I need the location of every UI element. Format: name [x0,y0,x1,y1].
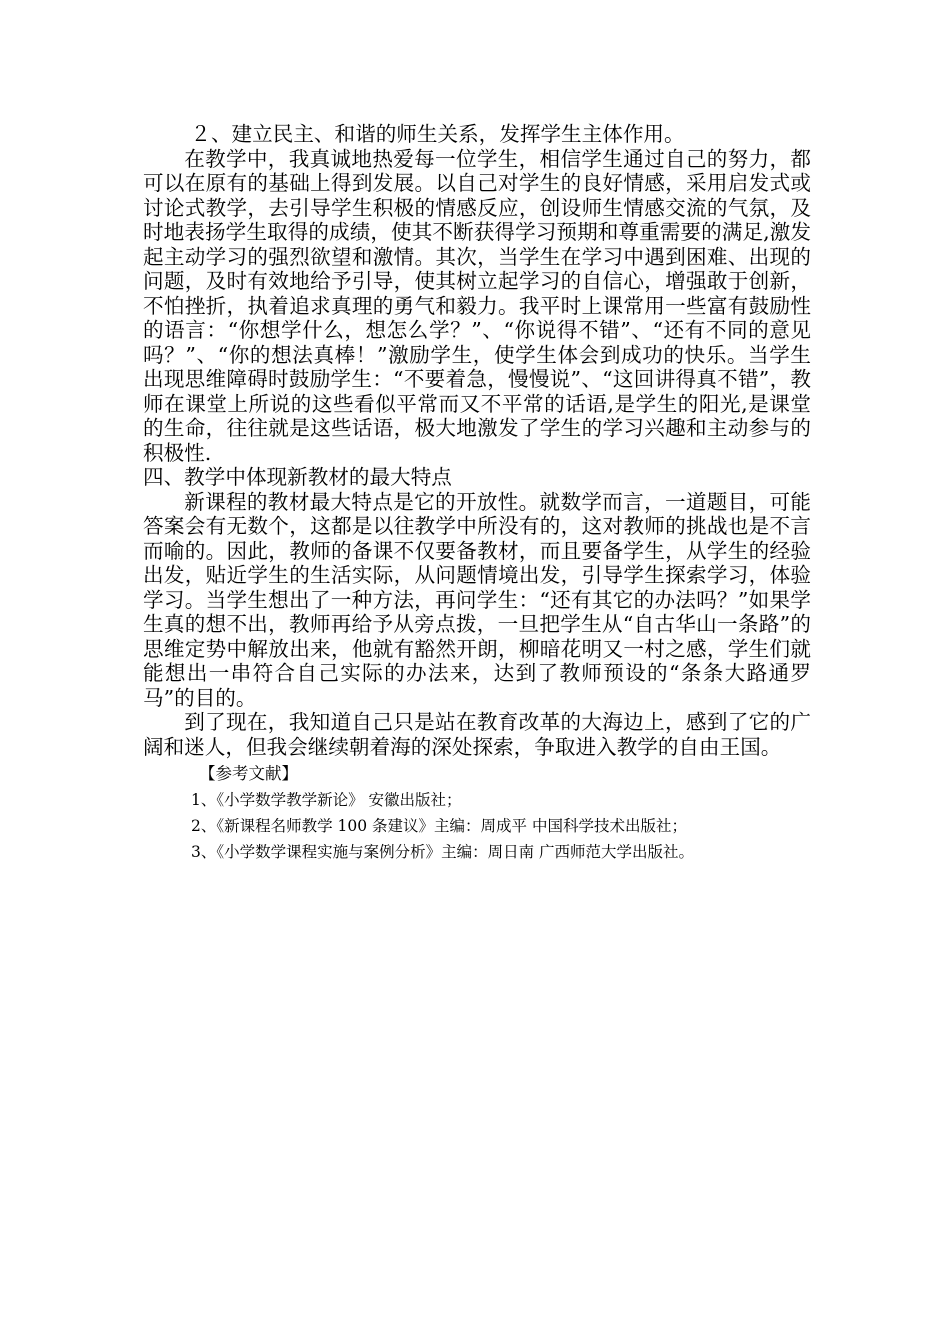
paragraph-new-textbook: 新课程的教材最大特点是它的开放性。就数学而言，一道题目，可能答案会有无数个，这都是以往教学中所没有的，这对教师的挑战也是不言而喻的。因此，教师的备课不仅要备教材，而且要备学生，从学生的经验出发，贴近学生的生活实际，从问题情境出发，引导学生探索学习，体验学习。当学生想出了一种方法，再问学生：“还有其它的办法吗？”如果学生真的想不出，教师再给予从旁点拨，一旦把学生从“自古华山一条路”的思维定势中解放出来，他就有豁然开朗，柳暗花明又一村之感，学生们就能想出一串符合自己实际的办法来，达到了教师预设的“条条大路通罗马”的目的。 [143,489,811,710]
reference-item: 3、《小学数学课程实施与案例分析》主编：周日南 广西师范大学出版社。 [191,843,695,861]
references-section [143,761,811,865]
references-list [143,787,811,865]
document-page [143,122,811,865]
paragraph-teacher-student-relationship: 在教学中，我真诚地热爱每一位学生，相信学生通过自己的努力，都可以在原有的基础上得到发展。以自己对学生的良好情感，采用启发式或讨论式教学，去引导学生积极的情感反应，创设师生情感交流的气氛，及时地表扬学生取得的成绩，使其不断获得学习预期和尊重需要的满足,激发起主动学习的强烈欲望和激情。其次，当学生在学习中遇到困难、出现的问题，及时有效地给予引导，使其树立起学习的自信心，增强敢于创新，不怕挫折，执着追求真理的勇气和毅力。我平时上课常用一些富有鼓励性的语言：“你想学什么，想怎么学？”、“你说得不错”、“还有不同的意见吗？”、“你的想法真棒！”激励学生，使学生体会到成功的快乐。当学生出现思维障碍时鼓励学生：“不要着急，慢慢说”、“这回讲得真不错”，教师在课堂上所说的这些看似平常而又不平常的话语,是学生的阳光,是课堂的生命，往往就是这些话语，极大地激发了学生的学习兴趣和主动参与的积极性. [143,146,811,465]
document-body [143,122,811,759]
paragraph-conclusion: 到了现在，我知道自己只是站在教育改革的大海边上，感到了它的广阔和迷人，但我会继续朝着海的深处探索，争取进入教学的自由王国。 [143,710,811,759]
section-heading-2: ２、建立民主、和谐的师生关系，发挥学生主体作用。 [190,122,685,146]
section-heading-4: 四、教学中体现新教材的最大特点 [143,465,452,489]
references-title: 【参考文献】 [199,764,298,783]
reference-item: 1、《小学数学教学新论》 安徽出版社； [191,791,462,809]
reference-item: 2、《新课程名师教学 100 条建议》主编：周成平 中国科学技术出版社； [191,817,687,835]
